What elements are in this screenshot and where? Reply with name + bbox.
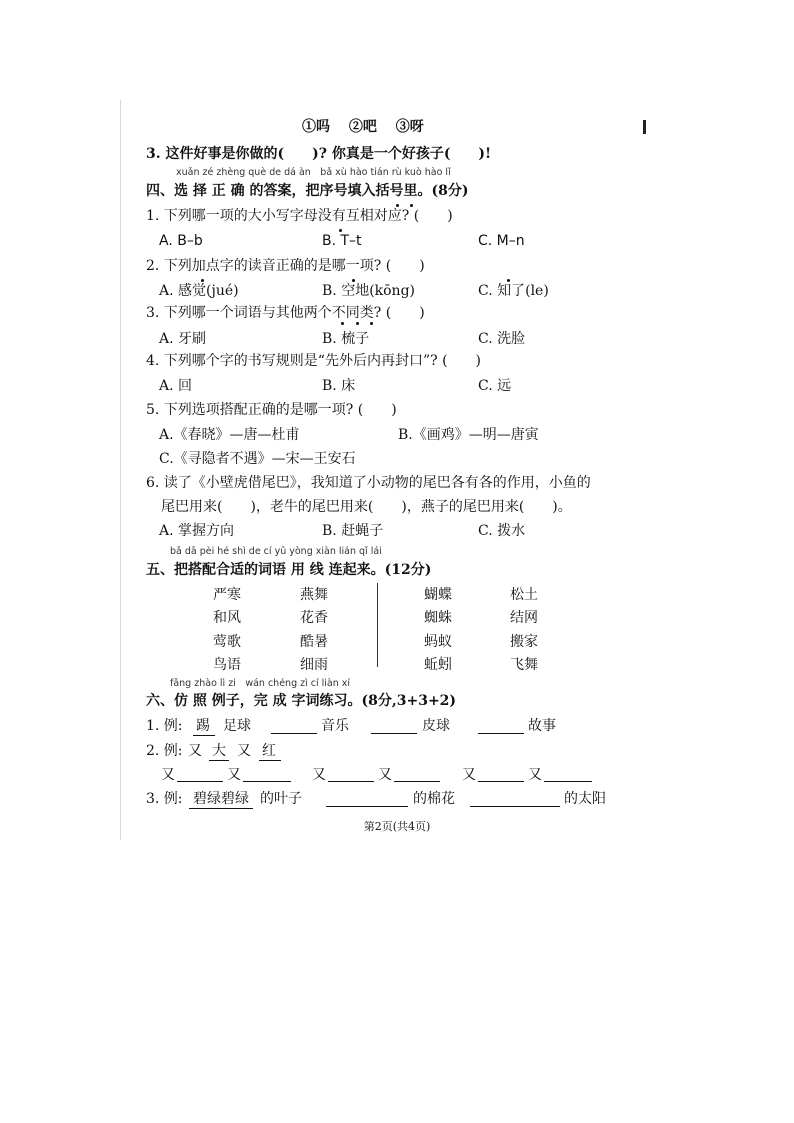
- s6-q2-you: 又: [227, 767, 241, 783]
- s6-q2-blank[interactable]: [328, 781, 374, 782]
- s4-q2-option-c: C. 知了(le): [478, 283, 549, 299]
- s6-q1-blank-1[interactable]: [271, 733, 317, 734]
- emphasis-dot: [370, 322, 373, 325]
- s6-q1-item: 故事: [528, 718, 556, 734]
- s6-q3-example: 碧绿碧绿: [193, 791, 249, 807]
- example-underline: [259, 760, 281, 761]
- s4-q6-option-c: C. 拨水: [478, 523, 526, 539]
- s6-q2-example-char: 红: [262, 743, 276, 759]
- match-left-a: 和风: [213, 610, 241, 626]
- s4-q3-option-b: B. 梳子: [322, 331, 370, 347]
- match-left-a: 鸟语: [213, 657, 241, 673]
- s6-q1-example-noun: 足球: [223, 718, 251, 734]
- emphasis-dot: [201, 279, 204, 282]
- section-5-pinyin: bǎ dā pèi hé shì de cí yǔ yòng xiàn lián qǐ lái: [170, 546, 382, 557]
- scan-margin-line: [120, 100, 121, 840]
- example-underline: [209, 760, 229, 761]
- example-underline: [193, 735, 215, 736]
- answer-options: ①吗 ②吧 ③呀: [302, 119, 424, 135]
- s6-q2-blank[interactable]: [478, 781, 524, 782]
- s6-q2-blank[interactable]: [394, 781, 440, 782]
- s4-q1-option-b: B. T–t: [322, 233, 362, 249]
- s6-q2-blank[interactable]: [243, 781, 291, 782]
- section-5-title: 五、把搭配合适的词语 用 线 连起来。(12分): [146, 562, 432, 578]
- s4-q6-option-a: A. 掌握方向: [159, 523, 235, 539]
- s6-q2-example-char: 又: [237, 743, 251, 759]
- match-right-a: 蜘蛛: [424, 610, 452, 626]
- match-left-b: 花香: [300, 610, 328, 626]
- match-divider: [377, 583, 378, 667]
- s6-q1-item: 音乐: [321, 718, 349, 734]
- s6-q3-blank-2[interactable]: [470, 806, 560, 807]
- s4-q6-option-b: B. 赶蝇子: [322, 523, 384, 539]
- emphasis-dot: [396, 204, 399, 207]
- s6-q2-you: 又: [161, 767, 175, 783]
- s4-q1-option-c: C. M–n: [478, 233, 525, 249]
- s4-q3-option-c: C. 洗脸: [478, 331, 526, 347]
- section-4-pinyin: xuǎn zé zhèng què de dá àn bǎ xù hào tián rù kuò hào lǐ: [176, 167, 451, 178]
- emphasis-dot: [339, 229, 342, 232]
- s6-q1-example-verb: 踢: [196, 718, 210, 734]
- s4-q6-line2: 尾巴用来( )，老牛的尾巴用来( )，燕子的尾巴用来( )。: [161, 499, 572, 515]
- example-underline: [189, 808, 253, 809]
- s6-q2-example-char: 又: [188, 743, 202, 759]
- question-3-text: 3. 这件好事是你做的( )? 你真是一个好孩子( )!: [146, 146, 492, 162]
- scan-edge-mark: [643, 120, 646, 134]
- s6-q1-item: 皮球: [422, 718, 450, 734]
- s4-q2-option-a: A. 感觉(jué): [159, 283, 239, 299]
- s6-q3-blank-1[interactable]: [326, 806, 408, 807]
- s6-q1-blank-3[interactable]: [478, 733, 524, 734]
- s4-q5-option-b: B.《画鸡》—明—唐寅: [398, 427, 539, 443]
- match-right-b: 搬家: [510, 634, 538, 650]
- s6-q2-you: 又: [462, 767, 476, 783]
- s6-q3-item: 的太阳: [564, 791, 606, 807]
- s4-q3-option-a: A. 牙刷: [159, 331, 207, 347]
- s4-q4: 4. 下列哪个字的书写规则是“先外后内再封口”? ( ): [146, 353, 482, 369]
- match-right-b: 松土: [510, 587, 538, 603]
- s6-q1-label: 1. 例:: [146, 718, 183, 734]
- match-left-b: 细雨: [300, 657, 328, 673]
- match-right-b: 结网: [510, 610, 538, 626]
- emphasis-dot: [356, 322, 359, 325]
- match-left-b: 酷暑: [300, 634, 328, 650]
- page-footer: 第2页(共4页): [363, 820, 431, 833]
- s6-q3-item: 的叶子: [260, 791, 302, 807]
- s4-q6-line1: 6. 读了《小壁虎借尾巴》，我知道了小动物的尾巴各有各的作用，小鱼的: [146, 475, 591, 491]
- section-6-pinyin: fǎng zhào lì zi wán chéng zì cí liàn xí: [170, 678, 351, 689]
- match-right-b: 飞舞: [510, 657, 538, 673]
- match-right-a: 蚯蚓: [424, 657, 452, 673]
- s4-q4-option-c: C. 远: [478, 378, 512, 394]
- match-left-a: 严寒: [213, 587, 241, 603]
- match-right-a: 蚂蚁: [424, 634, 452, 650]
- s6-q2-example-char: 大: [212, 743, 226, 759]
- match-right-a: 蝴蝶: [424, 587, 452, 603]
- section-4-title: 四、选 择 正 确 的答案，把序号填入括号里。(8分): [146, 183, 469, 199]
- emphasis-dot: [341, 322, 344, 325]
- s4-q5: 5. 下列选项搭配正确的是哪一项? ( ): [146, 402, 397, 418]
- s4-q4-option-b: B. 床: [322, 378, 356, 394]
- s6-q1-blank-2[interactable]: [371, 733, 417, 734]
- s6-q3-item: 的棉花: [413, 791, 455, 807]
- s4-q1-option-a: A. B–b: [159, 233, 203, 249]
- s6-q2-you: 又: [378, 767, 392, 783]
- s4-q2-option-b: B. 空地(kōng): [322, 283, 416, 299]
- match-left-a: 莺歌: [213, 634, 241, 650]
- s4-q2: 2. 下列加点字的读音正确的是哪一项? ( ): [146, 258, 425, 274]
- s6-q2-you: 又: [312, 767, 326, 783]
- section-6-title: 六、仿 照 例子，完 成 字词练习。(8分,3+3+2): [146, 693, 457, 709]
- s6-q2-blank[interactable]: [177, 781, 223, 782]
- s4-q5-option-a: A.《春晓》—唐—杜甫: [159, 427, 300, 443]
- emphasis-dot: [410, 204, 413, 207]
- s6-q2-label: 2. 例:: [146, 743, 183, 759]
- s4-q4-option-a: A. 回: [159, 378, 193, 394]
- s4-q1: 1. 下列哪一项的大小写字母没有互相对应? ( ): [146, 208, 453, 224]
- match-left-b: 燕舞: [300, 587, 328, 603]
- s6-q3-label: 3. 例:: [146, 791, 183, 807]
- s4-q3: 3. 下列哪一个词语与其他两个不同类? ( ): [146, 305, 425, 321]
- s6-q2-you: 又: [528, 767, 542, 783]
- emphasis-dot: [507, 279, 510, 282]
- s6-q2-blank[interactable]: [544, 781, 592, 782]
- emphasis-dot: [352, 279, 355, 282]
- s4-q5-option-c: C.《寻隐者不遇》—宋—王安石: [159, 451, 356, 467]
